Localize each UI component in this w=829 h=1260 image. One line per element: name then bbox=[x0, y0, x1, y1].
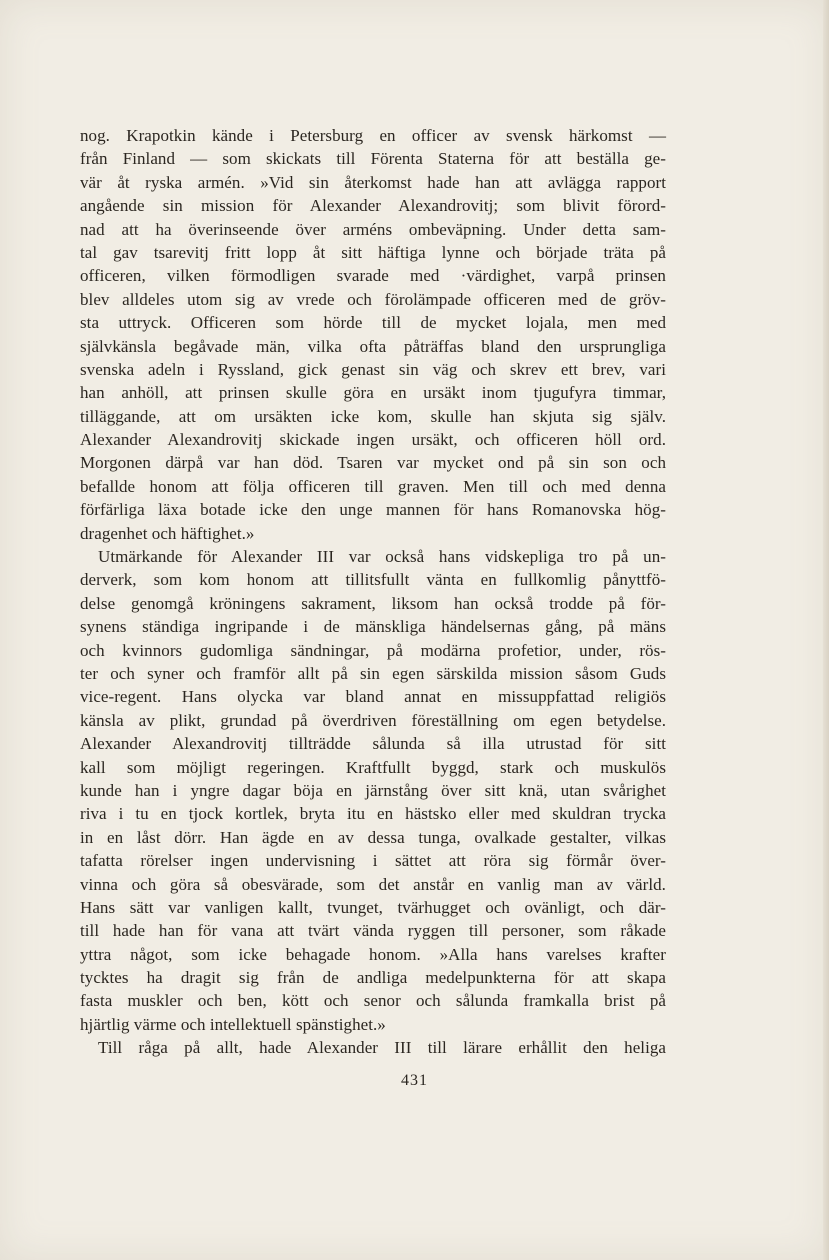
text-line: sta uttryck. Officeren som hörde till de mycket lojala, men med bbox=[80, 313, 666, 333]
text-line: riva i tu en tjock kortlek, bryta itu en hästsko eller med skuldran trycka bbox=[80, 804, 666, 824]
text-line: nad att ha överinseende över arméns ombeväpning. Under detta sam- bbox=[80, 219, 666, 239]
page-edge bbox=[823, 0, 829, 1260]
text-line: tilläggande, att om ursäkten icke kom, skulle han skjuta sig själv. bbox=[80, 406, 666, 426]
text-line: Alexander Alexandrovitj skickade ingen ursäkt, och officeren höll ord. bbox=[80, 430, 666, 450]
text-line: angående sin mission för Alexander Alexandrovitj; som blivit förord- bbox=[80, 196, 666, 216]
text-line: nog. Krapotkin kände i Petersburg en officer av svensk härkomst — bbox=[80, 126, 666, 145]
text-line: vice-regent. Hans olycka var bland annat en missuppfattad religiös bbox=[80, 687, 666, 707]
text-line: tycktes ha dragit sig från de andliga medelpunkterna för att skapa bbox=[80, 968, 666, 988]
text-line: synens ständiga ingripande i de mänskliga händelsernas gång, på mäns bbox=[80, 617, 666, 637]
text-line: vinna och göra så obesvärade, som det anstår en vanlig man av värld. bbox=[80, 874, 666, 894]
text-line: kall som möjligt regeringen. Kraftfullt byggd, stark och muskulös bbox=[80, 757, 666, 777]
text-line: Alexander Alexandrovitj tillträdde sålunda så illa utrustad för sitt bbox=[80, 734, 666, 754]
text-line: Hans sätt var vanligen kallt, tvunget, tvärhugget och ovänligt, och där- bbox=[80, 897, 666, 917]
text-line: tal gav tsarevitj fritt lopp åt sitt häftiga lynne och började träta på bbox=[80, 242, 666, 262]
body-text bbox=[80, 124, 666, 1060]
text-line: svenska adeln i Ryssland, gick genast sin väg och skrev ett brev, vari bbox=[80, 359, 666, 379]
text-line: tafatta rörelser ingen undervisning i sättet att röra sig förmår över- bbox=[80, 851, 666, 871]
paragraph-start: Till råga på allt, hade Alexander III till lärare erhållit den heliga bbox=[98, 1038, 666, 1058]
text-line: dragenhet och häftighet.» bbox=[80, 523, 255, 543]
text-line: till hade han för vana att tvärt vända ryggen till personer, som råkade bbox=[80, 921, 666, 941]
text-line: delse genomgå kröningens sakrament, liksom han också trodde på för- bbox=[80, 593, 666, 613]
text-line: från Finland — som skickats till Förenta Staterna för att beställa ge- bbox=[80, 149, 666, 169]
text-line: känsla av plikt, grundad på överdriven föreställning om egen betydelse. bbox=[80, 710, 666, 730]
text-line: ter och syner och framför allt på sin egen särskilda mission såsom Guds bbox=[80, 663, 666, 683]
text-line: förfärliga läxa botade icke den unge mannen för hans Romanovska hög- bbox=[80, 500, 666, 520]
text-line: Morgonen därpå var han död. Tsaren var mycket ond på sin son och bbox=[80, 453, 666, 473]
text-line: fasta muskler och ben, kött och senor och sålunda framkalla brist på bbox=[80, 991, 666, 1011]
text-line: derverk, som kom honom att tillitsfullt vänta en fullkomlig pånyttfö- bbox=[80, 570, 666, 590]
text-line: vär åt ryska armén. »Vid sin återkomst hade han att avlägga rapport bbox=[80, 172, 666, 192]
text-line: yttra något, som icke behagade honom. »Alla hans varelses krafter bbox=[80, 944, 666, 964]
text-line: officeren, vilken förmodligen svarade med ·värdighet, varpå prinsen bbox=[80, 266, 666, 286]
text-line: blev alldeles utom sig av vrede och förolämpade officeren med de gröv- bbox=[80, 289, 666, 309]
text-line: kunde han i yngre dagar böja en järnstång över sitt knä, utan svårighet bbox=[80, 780, 666, 800]
text-line: och kvinnors gudomliga sändningar, på modärna profetior, under, rös- bbox=[80, 640, 666, 660]
text-line: in en låst dörr. Han ägde en av dessa tunga, ovalkade gestalter, vilkas bbox=[80, 827, 666, 847]
text-line: självkänsla begåvade män, vilka ofta påträffas bland den ursprungliga bbox=[80, 336, 666, 356]
text-line: han anhöll, att prinsen skulle göra en ursäkt inom tjugufyra timmar, bbox=[80, 383, 666, 403]
text-line: hjärtlig värme och intellektuell spänstighet.» bbox=[80, 1014, 386, 1034]
paragraph-start: Utmärkande för Alexander III var också hans vidskepliga tro på un- bbox=[98, 547, 666, 567]
page-number: 431 bbox=[401, 1072, 428, 1089]
text-line: befallde honom att följa officeren till graven. Men till och med denna bbox=[80, 476, 666, 496]
